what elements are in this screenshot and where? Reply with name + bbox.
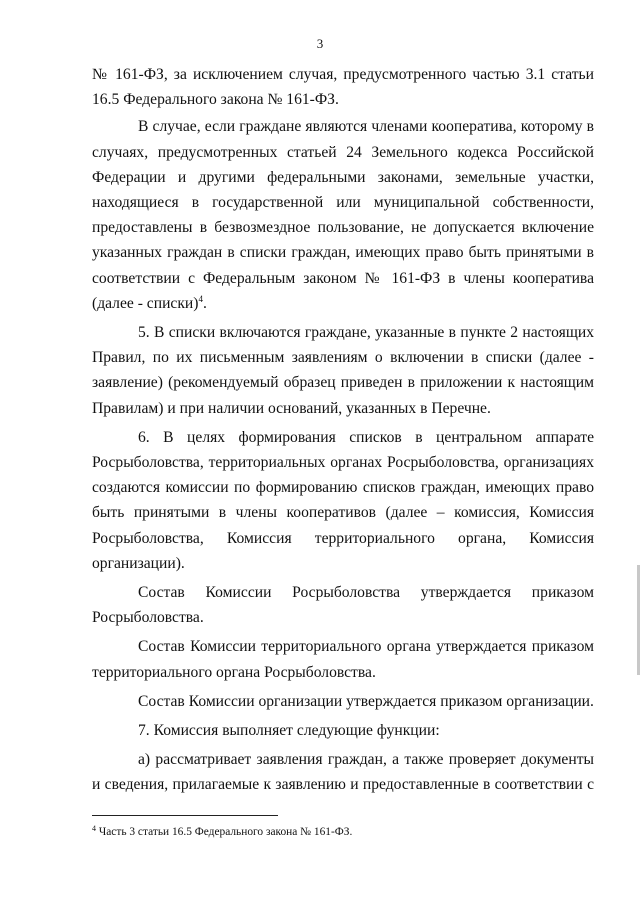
paragraph-end: . xyxy=(202,294,207,312)
page-number: 3 xyxy=(316,36,324,51)
footnote-reference: 4 xyxy=(198,293,203,304)
paragraph-item-5: 5. В списки включаются граждане, указанные в пункте 2 настоящих Правил, по их письменным заявлениям о включении в списки (далее - заявление) (рекомендуемый образец приведен в приложении к настоящим Правилам) и при наличии оснований, указанных в Перечне. xyxy=(92,324,594,417)
footnote-divider xyxy=(92,815,278,816)
paragraph-commission-territorial: Состав Комиссии территориального органа утверждается приказом территориального органа Росрыболовства. xyxy=(92,638,594,681)
paragraph-item-7: 7. Комиссия выполняет следующие функции: xyxy=(138,722,440,740)
paragraph-cooperative-members xyxy=(92,114,594,316)
footnote-marker: 4 xyxy=(92,824,96,833)
body-text xyxy=(92,62,594,798)
paragraph-commission-organization: Состав Комиссии организации утверждается приказом организации. xyxy=(138,692,594,710)
paragraph-item-7a: а) рассматривает заявления граждан, а также проверяет документы и сведения, прилагаемые к заявлению и предоставленные в соответствии с xyxy=(92,751,594,794)
footnote xyxy=(92,825,352,839)
paragraph-text: В случае, если граждане являются членами кооператива, которому в случаях, предусмотренных статьей 24 Земельного кодекса Российской Федерации и другими федеральными законами, земельные участки, находящиеся в государственной или муниципальной собственности, предоставлены в безвозмездное пользование, не допускается включение указанных граждан в списки граждан, имеющих право быть принятыми в соответствии с Федеральным законом № 161-ФЗ в члены кооператива (далее - списки) xyxy=(92,118,594,312)
paragraph-continuation: № 161-ФЗ, за исключением случая, предусмотренного частью 3.1 статьи 16.5 Федерального закона № 161-ФЗ. xyxy=(92,66,594,109)
paragraph-item-6: 6. В целях формирования списков в центральном аппарате Росрыболовства, территориальных органах Росрыболовства, организациях создаются комиссии по формированию списков граждан, имеющих право быть принятыми в члены кооперативов (далее – комиссия, Комиссия Росрыболовства, Комиссия территориального органа, Комиссия организации). xyxy=(92,428,594,572)
paragraph-commission-rosrybolovstvo: Состав Комиссии Росрыболовства утверждается приказом Росрыболовства. xyxy=(92,584,594,627)
footnote-text: Часть 3 статьи 16.5 Федерального закона № 161-ФЗ. xyxy=(96,826,353,838)
